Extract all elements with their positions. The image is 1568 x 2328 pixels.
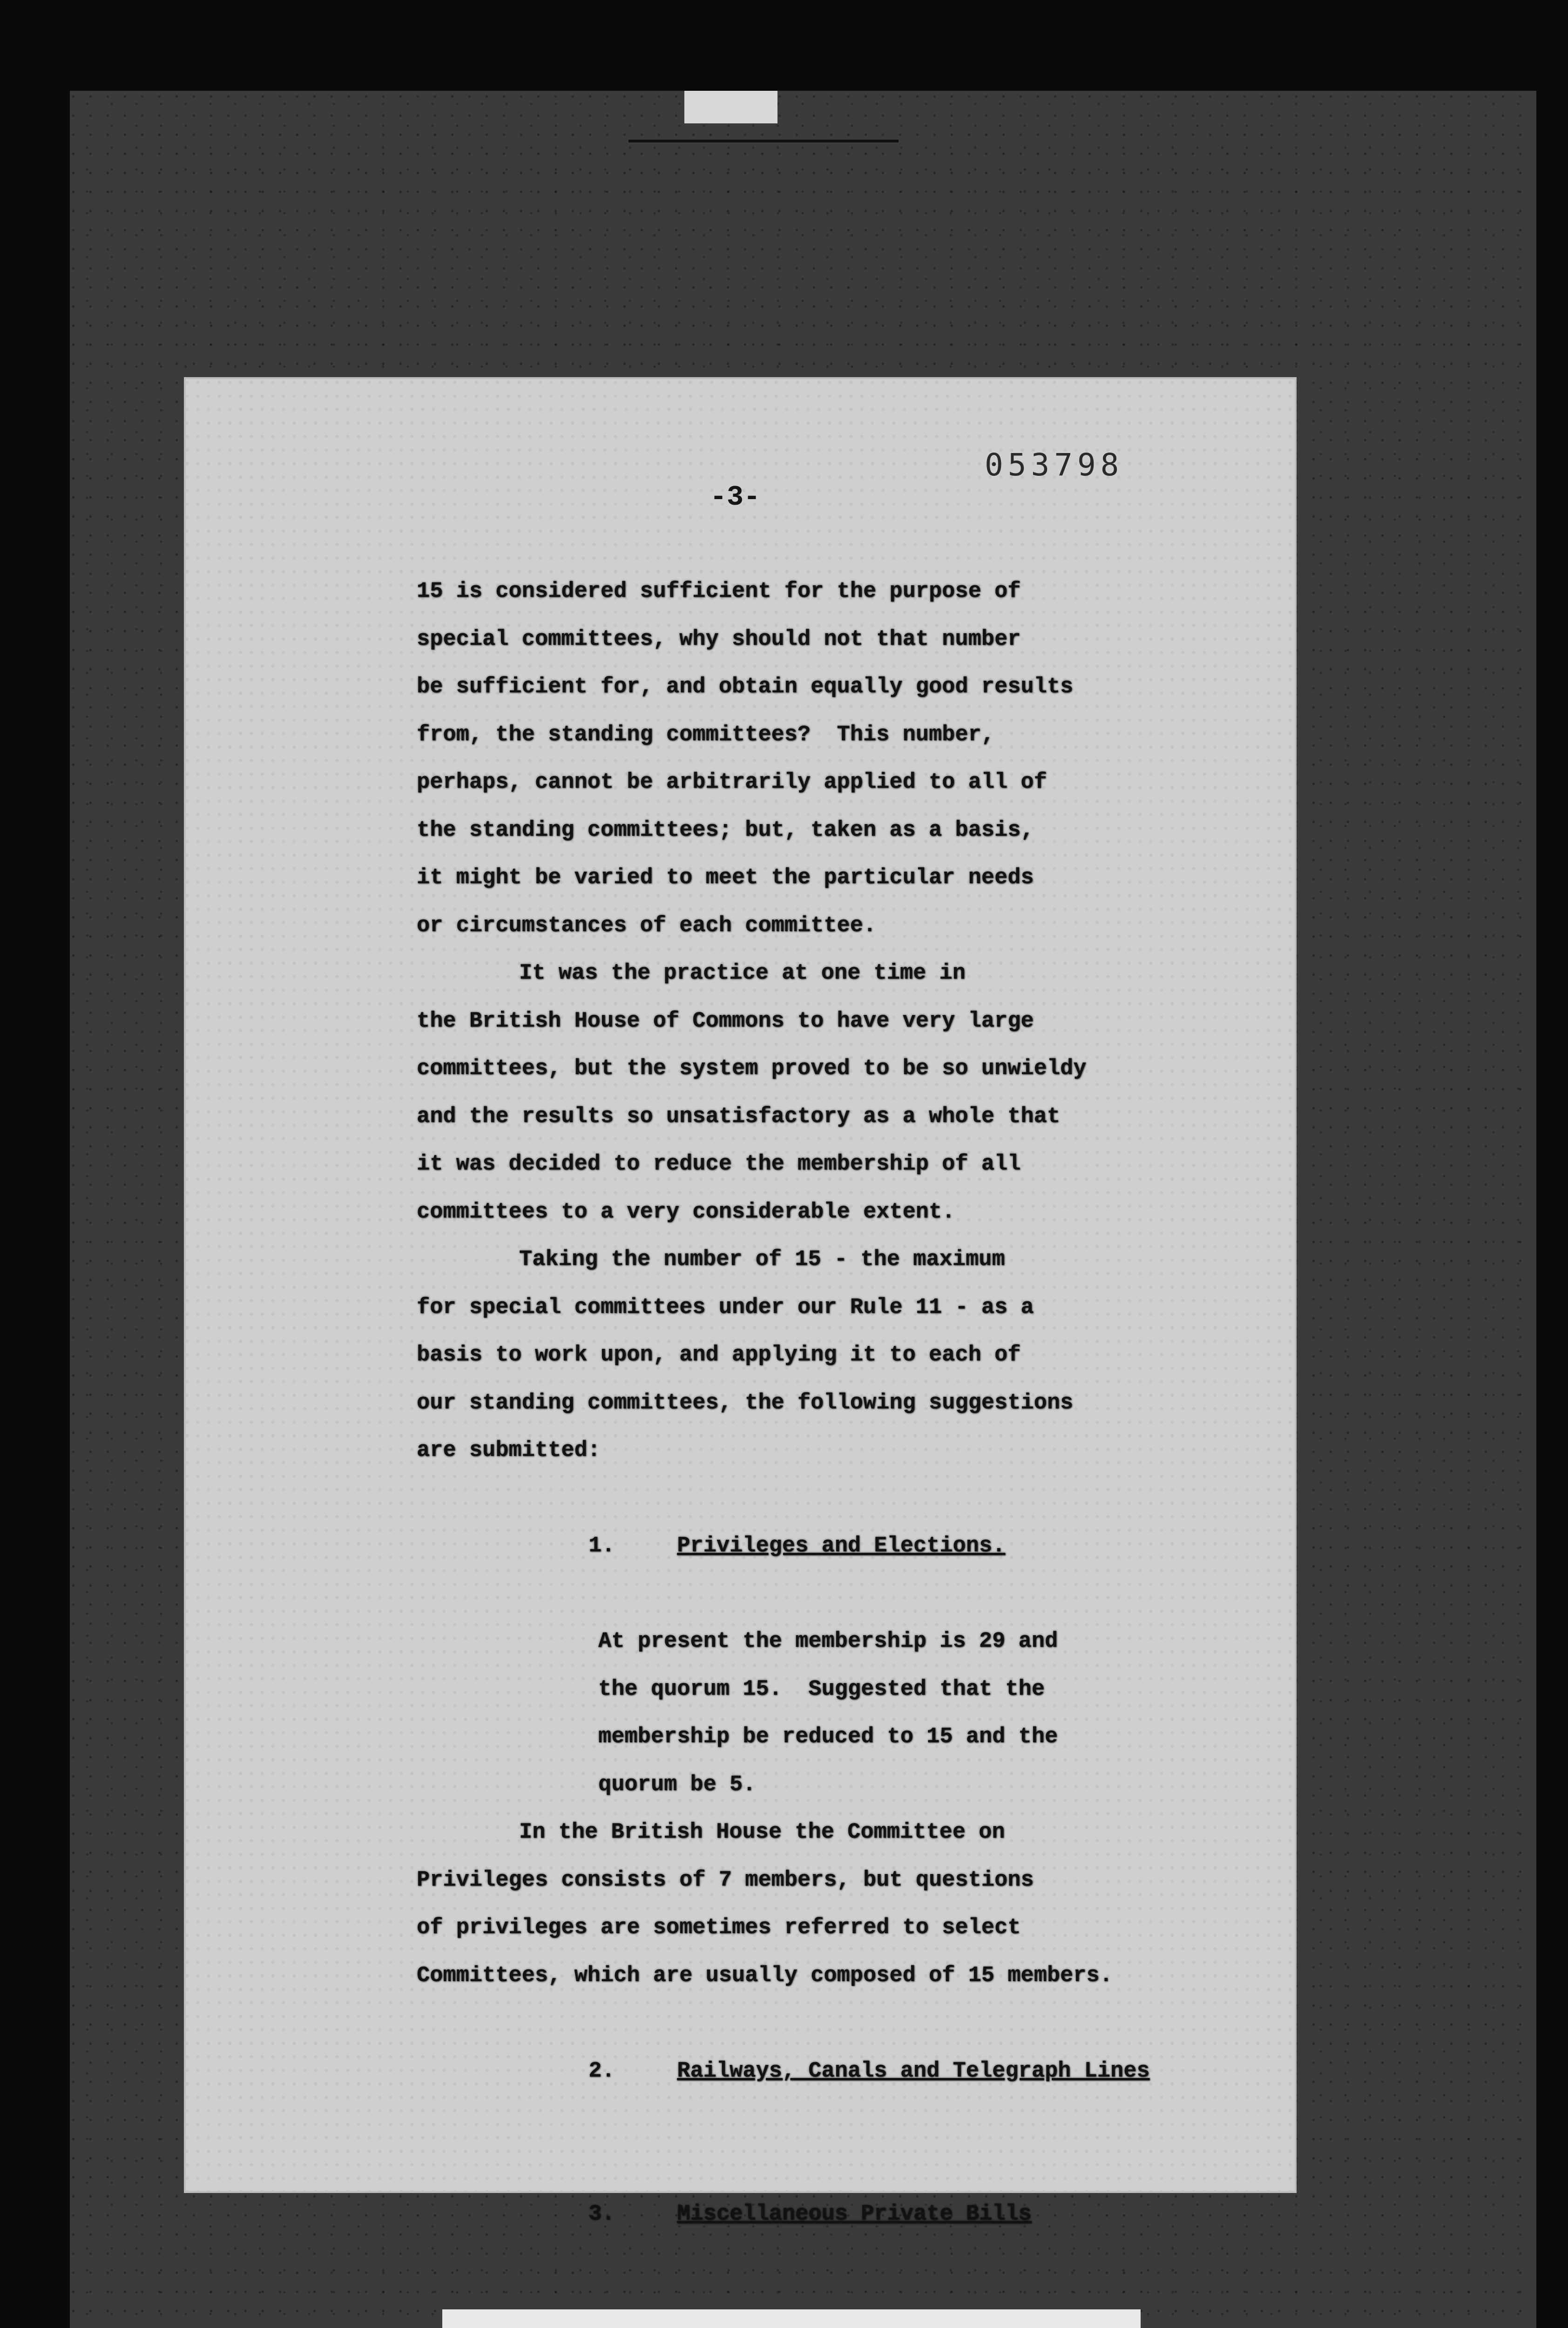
- item-number: 3.: [588, 2202, 615, 2226]
- text-line: quorum be 5.: [598, 1772, 756, 1797]
- text-line: 15 is considered sufficient for the purpose of: [417, 579, 1021, 604]
- text-line: from, the standing committees? This number,: [417, 722, 995, 747]
- text-line: for special committees under our Rule 11 - as a: [417, 1295, 1034, 1320]
- text-line: basis to work upon, and applying it to each of: [417, 1343, 1021, 1367]
- list-item: [417, 1475, 1162, 1618]
- page-number: -3-: [710, 482, 761, 514]
- text-line: Taking the number of 15 - the maximum: [519, 1247, 1005, 1272]
- list-item: [417, 2143, 1162, 2287]
- text-line: the quorum 15. Suggested that the: [598, 1677, 1045, 1702]
- archive-label-strip: [442, 2309, 1141, 2328]
- text-line: At present the membership is 29 and: [598, 1629, 1058, 1654]
- text-line: Committees, which are usually composed of 15 members.: [417, 1963, 1113, 1988]
- text-line: perhaps, cannot be arbitrarily applied to all of: [417, 770, 1047, 795]
- text-line: it was decided to reduce the membership of all: [417, 1152, 1021, 1177]
- clip-rail: [629, 140, 899, 142]
- text-line: be sufficient for, and obtain equally good results: [417, 675, 1074, 699]
- text-line: In the British House the Committee on: [519, 1820, 1005, 1845]
- document-number: 053798: [985, 447, 1124, 483]
- text-line: and the results so unsatisfactory as a whole that: [417, 1104, 1061, 1129]
- item-title: Privileges and Elections.: [677, 1534, 1006, 1558]
- text-line: it might be varied to meet the particular needs: [417, 866, 1034, 890]
- item-number: 2.: [588, 2058, 615, 2084]
- text-line: committees, but the system proved to be so unwieldy: [417, 1056, 1087, 1081]
- item-title: Miscellaneous Private Bills: [677, 2202, 1032, 2226]
- text-line: the British House of Commons to have very large: [417, 1008, 1034, 1034]
- text-line: special committees, why should not that number: [417, 627, 1021, 652]
- paper-clip: [684, 91, 777, 123]
- text-line: Privileges consists of 7 members, but questions: [417, 1868, 1034, 1893]
- text-line: the standing committees; but, taken as a basis,: [417, 818, 1034, 843]
- document-page: [184, 377, 1297, 2226]
- list-item: [417, 2000, 1162, 2143]
- item-number: 1.: [588, 1534, 615, 1558]
- text-line: are submitted:: [417, 1438, 601, 1463]
- text-line: It was the practice at one time in: [519, 961, 966, 986]
- text-line: of privileges are sometimes referred to select: [417, 1915, 1021, 1940]
- item-title: Railways, Canals and Telegraph Lines: [677, 2058, 1150, 2084]
- text-line: committees to a very considerable extent.: [417, 1199, 955, 1225]
- text-line: or circumstances of each committee.: [417, 913, 877, 938]
- document-body: [417, 568, 1162, 2328]
- text-line: membership be reduced to 15 and the: [598, 1725, 1058, 1749]
- text-line: our standing committees, the following suggestions: [417, 1390, 1074, 1415]
